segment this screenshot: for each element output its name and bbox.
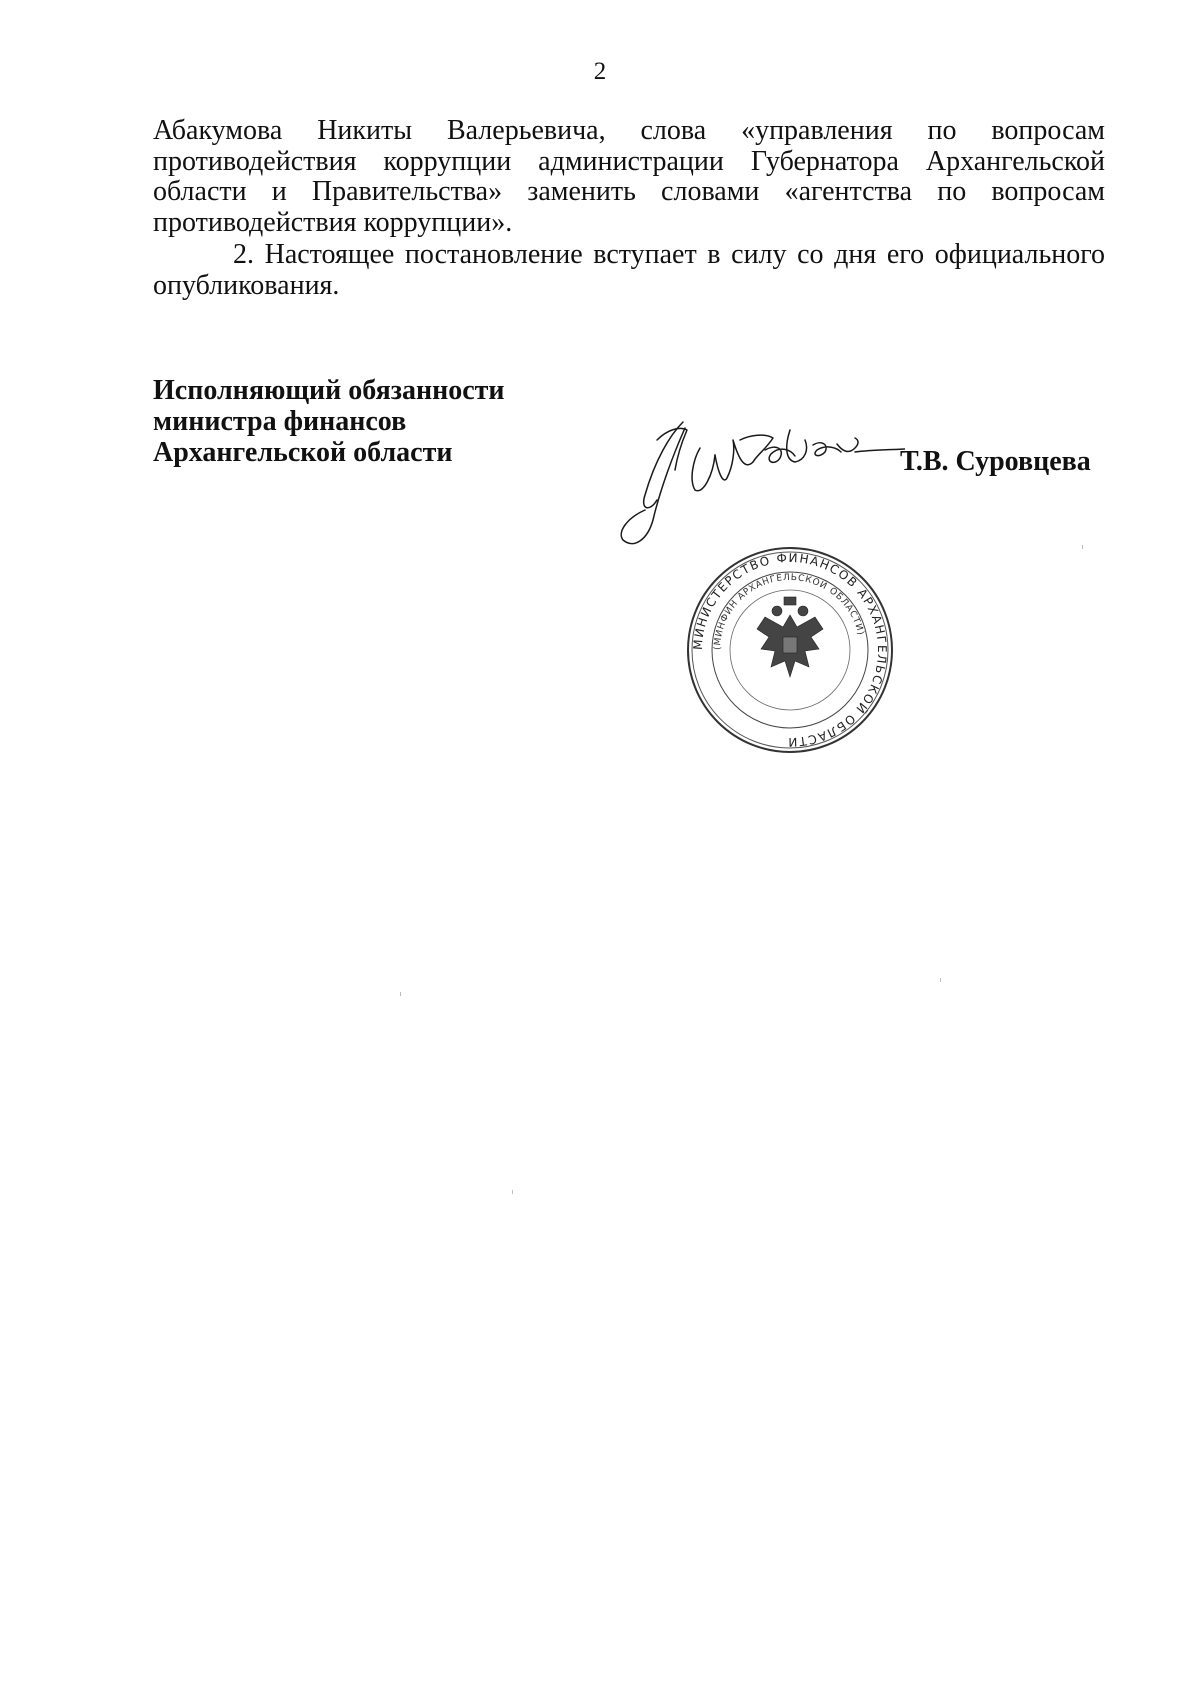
page-number: 2 xyxy=(593,58,607,85)
signatory-name: Т.В. Суровцева xyxy=(900,446,1091,477)
body-text xyxy=(153,116,1105,301)
position-line-1: Исполняющий обязанности xyxy=(153,375,505,406)
handwritten-signature xyxy=(615,400,905,560)
scan-speck xyxy=(940,978,941,982)
seal-outer-text: МИНИСТЕРСТВО ФИНАНСОВ АРХАНГЕЛЬСКОЙ ОБЛАСТИ xyxy=(690,550,890,750)
official-seal xyxy=(685,545,895,755)
paragraph-1: Абакумова Никиты Валерьевича, слова «управления по вопросам противодействия коррупции администрации Губернатора Архангельской области и Правительства» заменить словами «агентства по вопросам противодействия коррупции». xyxy=(153,115,1105,238)
seal-inner-text: (МИНФИН АРХАНГЕЛЬСКОЙ ОБЛАСТИ) xyxy=(712,572,866,651)
scan-speck xyxy=(1082,545,1083,549)
position-line-2: министра финансов xyxy=(153,406,407,437)
position-line-3: Архангельской области xyxy=(153,437,453,468)
paragraph-2: 2. Настоящее постановление вступает в силу со дня его официального опубликования. xyxy=(153,239,1105,301)
scan-speck xyxy=(400,992,401,996)
scan-speck xyxy=(512,1190,513,1194)
signatory-position xyxy=(153,375,505,468)
